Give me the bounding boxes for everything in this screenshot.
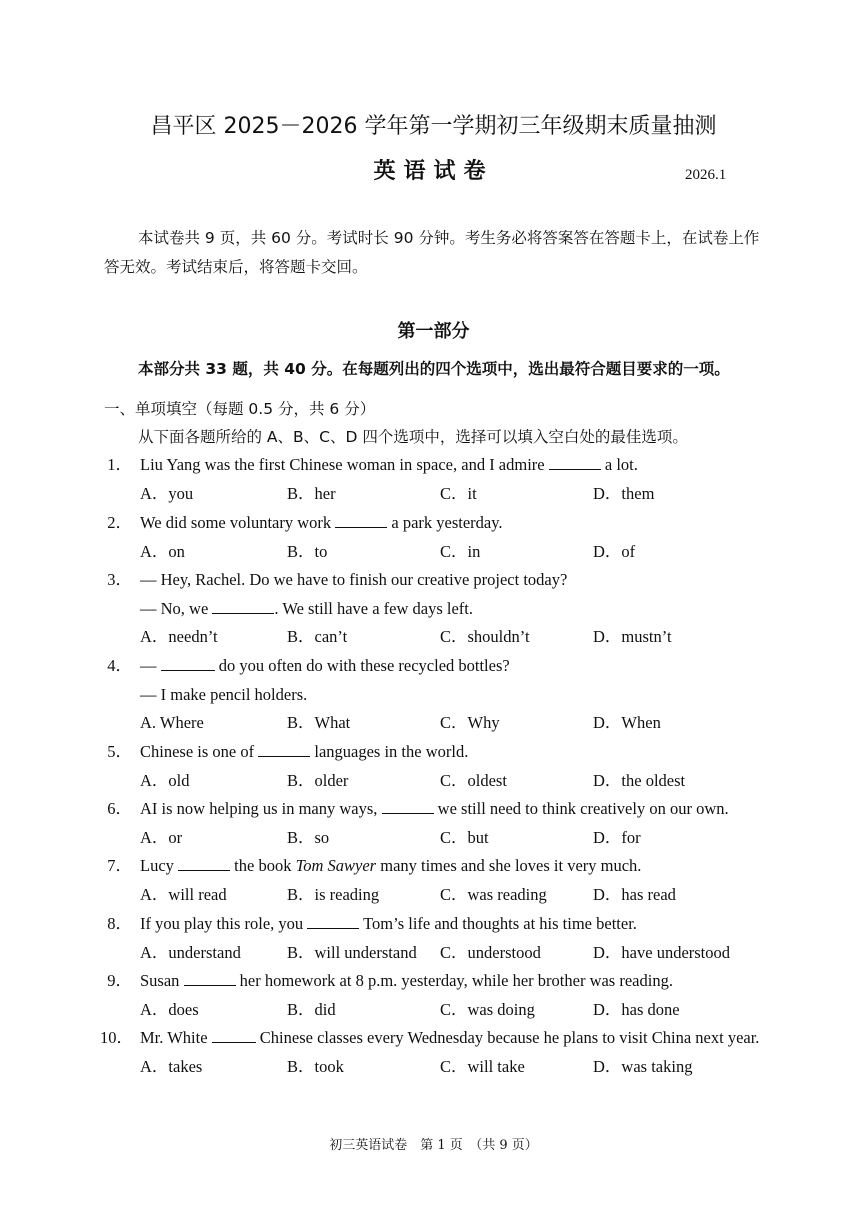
option-b[interactable]: B．What (287, 713, 351, 733)
option-c[interactable]: C．shouldn’t (440, 627, 530, 647)
question-number: 2． (107, 513, 132, 532)
stem-text: we still need to think creatively on our own. (433, 799, 729, 818)
option-d[interactable]: D．the oldest (593, 770, 686, 790)
page-footer: 初三英语试卷 第 1 页 （共 9 页） (329, 1138, 538, 1153)
dialogue-line (140, 595, 780, 624)
answer-blank (212, 1026, 256, 1044)
stem-text: Liu Yang was the first Chinese woman in space, and I admire (140, 455, 549, 474)
answer-blank (335, 511, 387, 529)
option-b[interactable]: B．can’t (287, 627, 348, 647)
option-c[interactable]: C．was reading (440, 884, 547, 904)
option-d[interactable]: D．mustn’t (593, 627, 672, 647)
answer-blank (258, 740, 310, 758)
question-stem (100, 1024, 780, 1053)
question-4 (100, 652, 780, 738)
option-b[interactable]: B．her (287, 483, 336, 503)
question-3 (100, 566, 780, 652)
options-row (100, 767, 780, 796)
option-c[interactable]: C．Why (440, 713, 500, 733)
stem-text: a park yesterday. (387, 513, 503, 532)
exam-subtitle: 英语试卷 (373, 159, 494, 184)
options-row (100, 996, 780, 1025)
question-7 (100, 852, 780, 909)
option-c[interactable]: C．oldest (440, 770, 507, 790)
option-b[interactable]: B．older (287, 770, 349, 790)
question-stem (100, 795, 780, 824)
question-number: 4． (107, 656, 132, 675)
option-d[interactable]: D．of (593, 541, 636, 561)
question-stem (100, 852, 780, 881)
answer-blank (178, 854, 230, 872)
option-d[interactable]: D．When (593, 713, 661, 733)
option-a[interactable]: A．you (140, 483, 194, 503)
part-title: 第一部分 (397, 321, 470, 342)
question-number: 5． (107, 742, 132, 761)
options-row (100, 939, 780, 968)
question-5 (100, 738, 780, 795)
question-9 (100, 967, 780, 1024)
stem-text: We did some voluntary work (140, 513, 336, 532)
stem-text: many times and she loves it very much. (376, 856, 642, 875)
question-stem (100, 566, 780, 623)
option-a[interactable]: A．needn’t (140, 627, 218, 647)
question-8 (100, 910, 780, 967)
answer-blank (184, 969, 236, 987)
exam-title: 昌平区 2025－2026 学年第一学期初三年级期末质量抽测 (150, 114, 717, 139)
option-d[interactable]: D．was taking (593, 1056, 693, 1076)
answer-blank (212, 596, 274, 614)
question-number: 3． (107, 570, 132, 589)
question-stem (100, 967, 780, 996)
dialogue-line (140, 652, 780, 681)
question-stem (100, 652, 780, 709)
option-a[interactable]: A．will read (140, 884, 227, 904)
stem-text: Susan (140, 971, 184, 990)
stem-text: Tom’s life and thoughts at his time better. (359, 914, 637, 933)
option-a[interactable]: A．takes (140, 1056, 203, 1076)
stem-text: Chinese classes every Wednesday because he plans to visit China next year. (255, 1028, 760, 1047)
stem-text: Lucy (140, 856, 179, 875)
exam-instructions: 本试卷共 9 页，共 60 分。考试时长 90 分钟。考生务必将答案答在答题卡上，在试卷上作答无效。考试结束后，将答题卡交回。 (104, 229, 760, 276)
stem-text: the book (230, 856, 296, 875)
option-a[interactable]: A．old (140, 770, 190, 790)
question-number: 10． (100, 1028, 133, 1047)
option-c[interactable]: C．understood (440, 942, 541, 962)
question-number: 8． (107, 914, 132, 933)
question-stem (100, 509, 780, 538)
answer-blank (307, 912, 359, 930)
question-number: 6． (107, 799, 132, 818)
stem-text: — No, we (140, 598, 213, 618)
stem-text: Chinese is one of (140, 742, 259, 761)
option-b[interactable]: B．did (287, 999, 336, 1019)
stem-text: Mr. White (140, 1028, 212, 1047)
option-b[interactable]: B．is reading (287, 884, 380, 904)
option-b[interactable]: B．took (287, 1056, 344, 1076)
option-d[interactable]: D．has done (593, 999, 680, 1019)
option-c[interactable]: C．it (440, 483, 477, 503)
option-d[interactable]: D．has read (593, 884, 676, 904)
option-d[interactable]: D．for (593, 827, 641, 847)
section-title: 一、单项填空（每题 0.5 分，共 6 分） (104, 400, 376, 418)
stem-text: do you often do with these recycled bottles? (214, 656, 510, 675)
option-a[interactable]: A．or (140, 827, 183, 847)
question-stem (100, 910, 780, 939)
stem-text: — (140, 656, 161, 675)
question-stem (100, 451, 780, 480)
options-row (100, 623, 780, 652)
option-b[interactable]: B．to (287, 541, 328, 561)
options-row (100, 538, 780, 567)
stem-text: . We still have a few days left. (274, 598, 474, 618)
dialogue-line: — Hey, Rachel. Do we have to finish our creative project today? (140, 570, 568, 589)
question-number: 9． (107, 971, 132, 990)
options-row (100, 881, 780, 910)
answer-blank (382, 797, 434, 815)
option-c[interactable]: C．was doing (440, 999, 535, 1019)
question-2 (100, 509, 780, 566)
question-6 (100, 795, 780, 852)
option-c[interactable]: C．but (440, 827, 489, 847)
part-description: 本部分共 33 题，共 40 分。在每题列出的四个选项中，选出最符合题目要求的一项。 (138, 360, 730, 378)
dialogue-line: — I make pencil holders. (140, 684, 308, 704)
option-a[interactable]: A．understand (140, 942, 241, 962)
question-1 (100, 451, 780, 508)
stem-text: her homework at 8 p.m. yesterday, while her brother was reading. (235, 971, 673, 990)
question-number: 7． (107, 856, 132, 875)
option-a[interactable]: A. Where (140, 713, 204, 733)
stem-text: AI is now helping us in many ways, (140, 799, 382, 818)
option-b[interactable]: B．will understand (287, 942, 417, 962)
option-c[interactable]: C．will take (440, 1056, 525, 1076)
question-10 (100, 1024, 780, 1081)
section-instruction: 从下面各题所给的 A、B、C、D 四个选项中，选择可以填入空白处的最佳选项。 (138, 428, 688, 446)
option-b[interactable]: B．so (287, 827, 330, 847)
book-title: Tom Sawyer (295, 856, 377, 875)
option-c[interactable]: C．in (440, 541, 481, 561)
question-stem (100, 738, 780, 767)
stem-text: languages in the world. (310, 742, 469, 761)
option-a[interactable]: A．on (140, 541, 185, 561)
options-row (100, 709, 780, 738)
option-a[interactable]: A．does (140, 999, 199, 1019)
options-row (100, 480, 780, 509)
stem-text: If you play this role, you (140, 914, 308, 933)
options-row (100, 824, 780, 853)
answer-blank (161, 654, 215, 672)
options-row (100, 1053, 780, 1082)
answer-blank (549, 453, 601, 471)
option-d[interactable]: D．have understood (593, 942, 731, 962)
exam-date: 2026.1 (685, 167, 727, 183)
question-number: 1． (107, 455, 132, 474)
stem-text: a lot. (600, 455, 638, 474)
option-d[interactable]: D．them (593, 483, 655, 503)
